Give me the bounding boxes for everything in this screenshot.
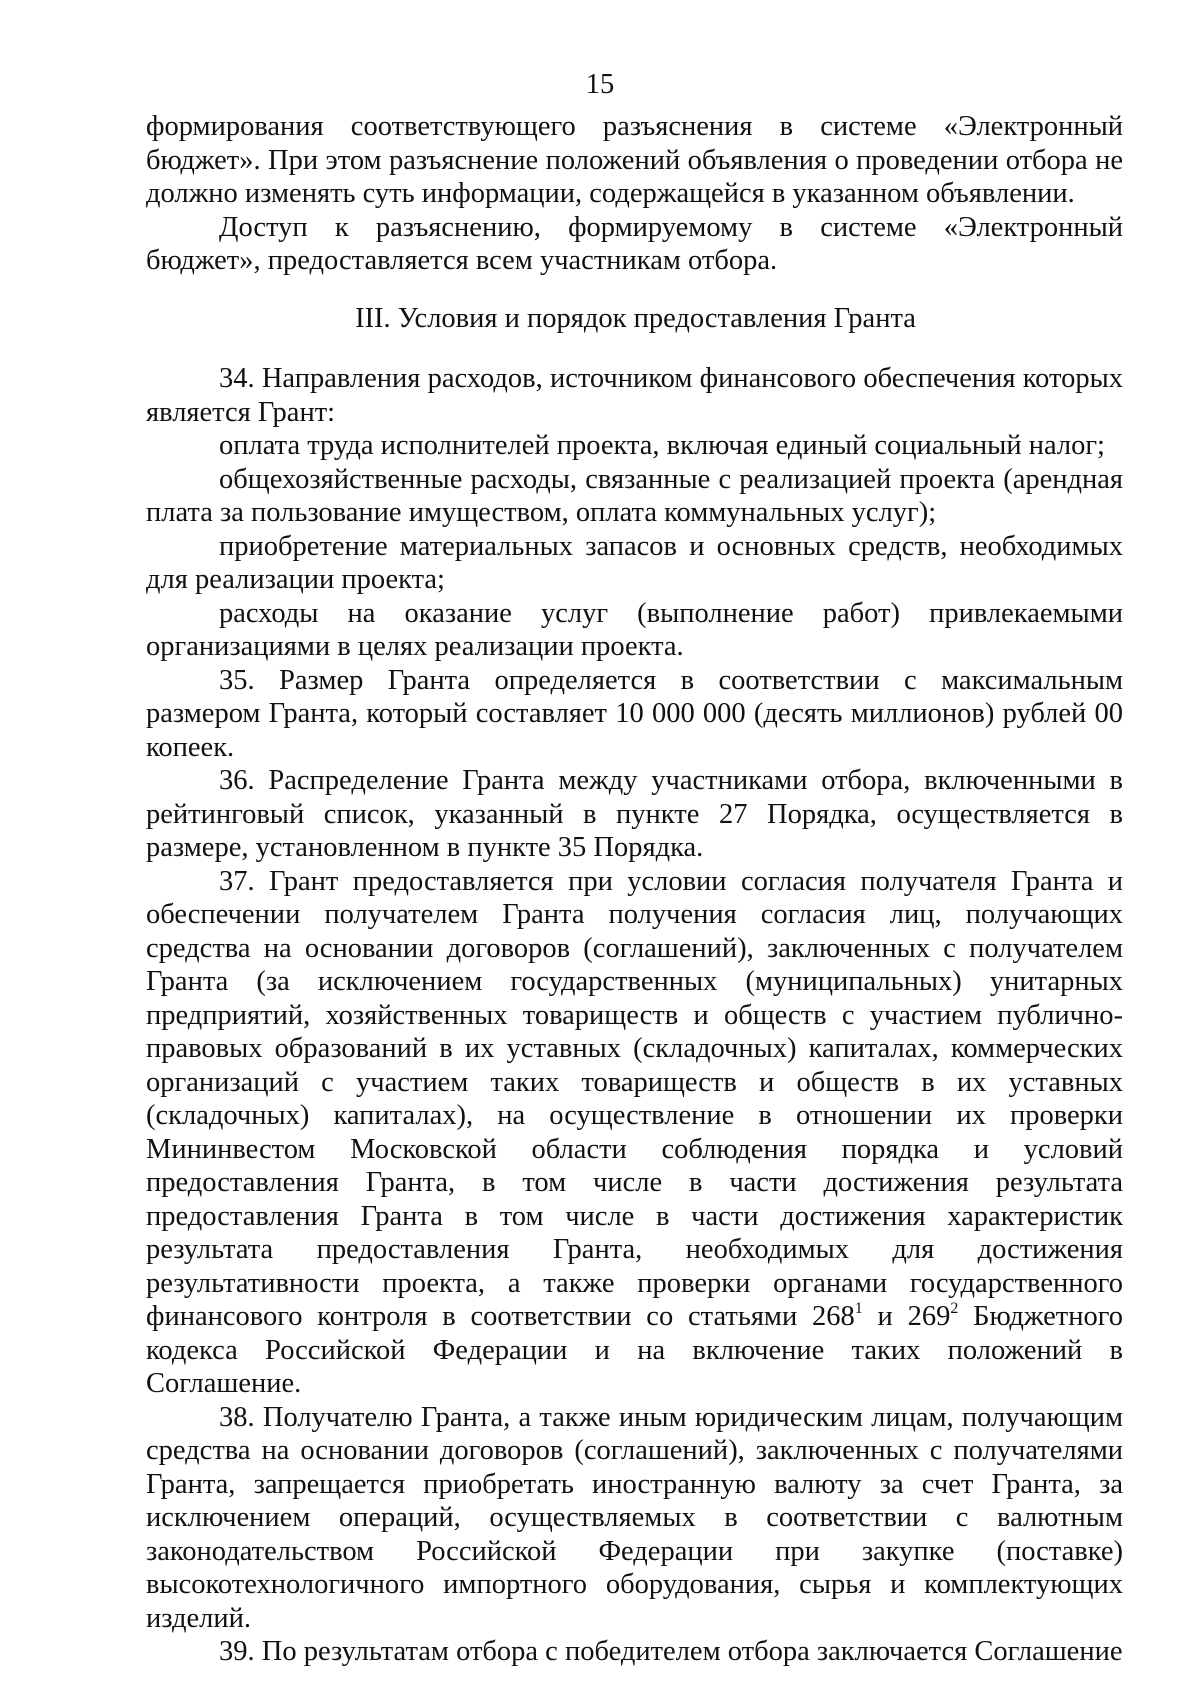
list-item-materials: приобретение материальных запасов и основных средств, необходимых для реализации проекта; <box>146 530 1123 595</box>
page-number: 15 <box>585 69 615 100</box>
paragraph-36: 36. Распределение Гранта между участниками отбора, включенными в рейтинговый список, указанный в пункте 27 Порядка, осуществляется в размере, установленном в пункте 35 Порядка. <box>146 765 1123 863</box>
superscript-1: 1 <box>854 1300 863 1317</box>
paragraph-37-text-2: и 269 <box>862 1301 951 1332</box>
superscript-2: 2 <box>950 1300 959 1317</box>
paragraph-38: 38. Получателю Гранта, а также иным юридическим лицам, получающим средства на основании договоров (соглашений), заключенных с получателями Гранта, запрещается приобретать иностранную валюту за счет Гранта, за исключением операций, осуществляемых в соответствии с валютным законодательством Российской Федерации при закупке (поставке) высокотехнологичного импортного оборудования, сырья и комплектующих изделий. <box>146 1401 1123 1634</box>
section-heading: III. Условия и порядок предоставления Гранта <box>355 302 916 334</box>
paragraph-37-text-3: Бюджетного кодекса Российской Федерации и на включение таких положений в Соглашение. <box>146 1301 1123 1399</box>
list-item-labor: оплата труда исполнителей проекта, включая единый социальный налог; <box>219 430 1105 461</box>
paragraph-35: 35. Размер Гранта определяется в соответствии с максимальным размером Гранта, который составляет 10 000 000 (десять миллионов) рублей 00 копеек. <box>146 664 1123 763</box>
paragraph-continuation: формирования соответствующего разъяснения в системе «Электронный бюджет». При этом разъяснение положений объявления о проведении отбора не должно изменять суть информации, содержащейся в указанном объявлении. <box>146 111 1123 209</box>
paragraph-access: Доступ к разъяснению, формируемому в системе «Электронный бюджет», предоставляется всем участникам отбора. <box>146 211 1123 276</box>
list-item-services: расходы на оказание услуг (выполнение работ) привлекаемыми организациями в целях реализации проекта. <box>146 597 1123 662</box>
paragraph-37 <box>146 865 1123 1401</box>
paragraph-37-text: 37. Грант предоставляется при условии согласия получателя Гранта и обеспечении получателем Гранта получения согласия лиц, получающих средства на основании договоров (соглашений), заключенных с получателем Гранта (за исключением государственных (муниципальных) унитарных предприятий, хозяйственных товариществ и обществ с участием публично-правовых образований в их уставных (складочных) капиталах, коммерческих организаций с участием таких товариществ и обществ в их уставных (складочных) капиталах), на осуществление в отношении их проверки Мининвестом Московской области соблюдения порядка и условий предоставления Гранта, в том числе в части достижения результата предоставления Гранта в том числе в части достижения характеристик результата предоставления Гранта, необходимых для достижения результативности проекта, а также проверки органами государственного финансового контроля в соответствии со статьями 268 <box>146 865 1123 1332</box>
paragraph-39: 39. По результатам отбора с победителем отбора заключается Соглашение <box>219 1636 1123 1667</box>
paragraph-34: 34. Направления расходов, источником финансового обеспечения которых является Грант: <box>146 363 1123 428</box>
document-body <box>146 110 1123 1669</box>
list-item-overhead: общехозяйственные расходы, связанные с реализацией проекта (арендная плата за пользование имуществом, оплата коммунальных услуг); <box>146 463 1123 528</box>
